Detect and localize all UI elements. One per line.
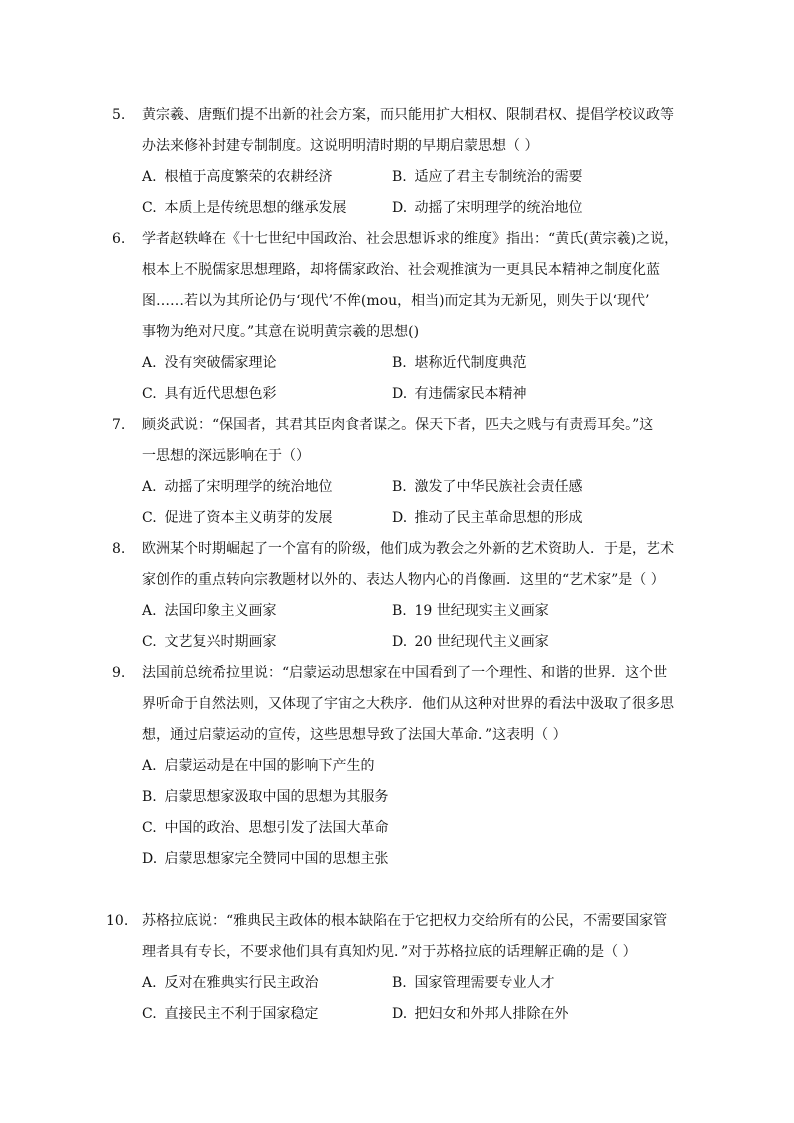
option-b[interactable] <box>142 782 388 813</box>
option-a[interactable] <box>142 751 374 782</box>
option-a[interactable] <box>142 348 276 379</box>
option-c[interactable] <box>142 627 276 658</box>
option-text: 法国印象主义画家 <box>164 603 277 619</box>
option-d[interactable] <box>392 379 526 410</box>
option-text: 本质上是传统思想的继承发展 <box>164 200 347 216</box>
option-label: A. <box>142 758 157 774</box>
option-label: A. <box>142 169 157 185</box>
question-stem-line: 事物为绝对尺度。”其意在说明黄宗羲的思想() <box>142 324 420 340</box>
option-label: C. <box>142 510 157 526</box>
option-label: C. <box>142 634 157 650</box>
option-label: B. <box>392 479 407 495</box>
option-d[interactable] <box>392 999 568 1030</box>
option-text: 20 世纪现代主义画家 <box>414 634 549 650</box>
option-text: 堪称近代制度典范 <box>414 355 527 371</box>
option-label: B. <box>392 975 407 991</box>
option-b[interactable] <box>392 968 554 999</box>
option-text: 没有突破儒家理论 <box>164 355 277 371</box>
question-stem-line: 界听命于自然法则，又体现了宇宙之大秩序．他们从这种对世界的看法中汲取了很多思 <box>142 696 674 712</box>
option-label: C. <box>142 820 157 836</box>
option-text: 适应了君主专制统治的需要 <box>414 169 583 185</box>
question-number: 7. <box>112 417 126 433</box>
question-stem-line: 学者赵轶峰在《十七世纪中国政治、社会思想诉求的维度》指出：“黄氏(黄宗羲)之说， <box>142 231 679 247</box>
option-b[interactable] <box>392 596 549 627</box>
question-number: 8. <box>112 541 126 557</box>
question-stem-line: 理者具有专长，不要求他们具有真知灼见．”对于苏格拉底的话理解正确的是（ ） <box>142 944 637 960</box>
option-label: C. <box>142 200 157 216</box>
option-label: D. <box>392 200 408 216</box>
option-label: D. <box>392 1006 408 1022</box>
option-text: 启蒙运动是在中国的影响下产生的 <box>164 758 375 774</box>
option-c[interactable] <box>142 193 346 224</box>
option-b[interactable] <box>392 162 582 193</box>
option-c[interactable] <box>142 813 388 844</box>
question-stem-line: 一思想的深远影响在于（） <box>142 448 310 464</box>
option-text: 根植于高度繁荣的农耕经济 <box>164 169 333 185</box>
question-number: 5. <box>112 107 126 123</box>
option-c[interactable] <box>142 999 318 1030</box>
option-text: 推动了民主革命思想的形成 <box>414 510 583 526</box>
option-label: B. <box>392 169 407 185</box>
option-b[interactable] <box>392 348 526 379</box>
option-label: A. <box>142 603 157 619</box>
question-stem-line: 苏格拉底说：“雅典民主政体的根本缺陷在于它把权力交给所有的公民，不需要国家管 <box>142 913 668 929</box>
option-label: D. <box>392 386 408 402</box>
question-number: 9. <box>112 665 126 681</box>
option-d[interactable] <box>392 503 582 534</box>
option-c[interactable] <box>142 379 276 410</box>
option-text: 动摇了宋明理学的统治地位 <box>414 200 583 216</box>
option-label: B. <box>392 603 407 619</box>
option-label: C. <box>142 1006 157 1022</box>
question-stem-line: 图……若以为其所论仍与‘现代’不侔(mou，相当)而定其为无新见，则失于以‘现代’ <box>142 293 650 309</box>
option-label: D. <box>392 634 408 650</box>
option-text: 启蒙思想家完全赞同中国的思想主张 <box>164 851 389 867</box>
option-text: 直接民主不利于国家稳定 <box>164 1006 319 1022</box>
question-stem-line: 办法来修补封建专制制度。这说明明清时期的早期启蒙思想（ ） <box>142 138 539 154</box>
question-stem-line: 黄宗羲、唐甄们提不出新的社会方案，而只能用扩大相权、限制君权、提倡学校议政等 <box>142 107 674 123</box>
option-label: D. <box>392 510 408 526</box>
option-text: 促进了资本主义萌芽的发展 <box>164 510 333 526</box>
option-a[interactable] <box>142 968 318 999</box>
question-stem-line: 想，通过启蒙运动的宣传，这些思想导致了法国大革命．”这表明（ ） <box>142 727 567 743</box>
question-stem-line: 顾炎武说：“保国者，其君其臣肉食者谋之。保天下者，匹夫之贱与有责焉耳矣。”这 <box>142 417 654 433</box>
option-label: B. <box>392 355 407 371</box>
option-d[interactable] <box>392 627 549 658</box>
option-b[interactable] <box>392 472 582 503</box>
question-number: 6. <box>112 231 126 247</box>
question-stem-line: 欧洲某个时期崛起了一个富有的阶级，他们成为教会之外新的艺术资助人．于是，艺术 <box>142 541 674 557</box>
option-label: A. <box>142 975 157 991</box>
question-number: 10. <box>106 913 129 929</box>
option-text: 把妇女和外邦人排除在外 <box>414 1006 569 1022</box>
option-text: 具有近代思想色彩 <box>164 386 277 402</box>
option-text: 国家管理需要专业人才 <box>414 975 555 991</box>
question-stem-line: 家创作的重点转向宗教题材以外的、表达人物内心的肖像画．这里的“艺术家”是（ ） <box>142 572 665 588</box>
option-text: 19 世纪现实主义画家 <box>414 603 549 619</box>
option-d[interactable] <box>392 193 582 224</box>
option-text: 中国的政治、思想引发了法国大革命 <box>164 820 389 836</box>
option-text: 有违儒家民本精神 <box>414 386 527 402</box>
option-d[interactable] <box>142 844 388 875</box>
option-a[interactable] <box>142 472 332 503</box>
option-text: 文艺复兴时期画家 <box>164 634 277 650</box>
option-text: 激发了中华民族社会责任感 <box>414 479 583 495</box>
option-label: B. <box>142 789 157 805</box>
option-text: 反对在雅典实行民主政治 <box>164 975 319 991</box>
option-text: 启蒙思想家汲取中国的思想为其服务 <box>164 789 389 805</box>
question-stem-line: 根本上不脱儒家思想理路，却将儒家政治、社会观推演为一更具民本精神之制度化蓝 <box>142 262 660 278</box>
option-label: C. <box>142 386 157 402</box>
option-a[interactable] <box>142 596 276 627</box>
option-text: 动摇了宋明理学的统治地位 <box>164 479 333 495</box>
option-a[interactable] <box>142 162 332 193</box>
option-c[interactable] <box>142 503 332 534</box>
option-label: A. <box>142 479 157 495</box>
question-stem-line: 法国前总统希拉里说：“启蒙运动思想家在中国看到了一个理性、和谐的世界．这个世 <box>142 665 668 681</box>
option-label: A. <box>142 355 157 371</box>
option-label: D. <box>142 851 158 867</box>
